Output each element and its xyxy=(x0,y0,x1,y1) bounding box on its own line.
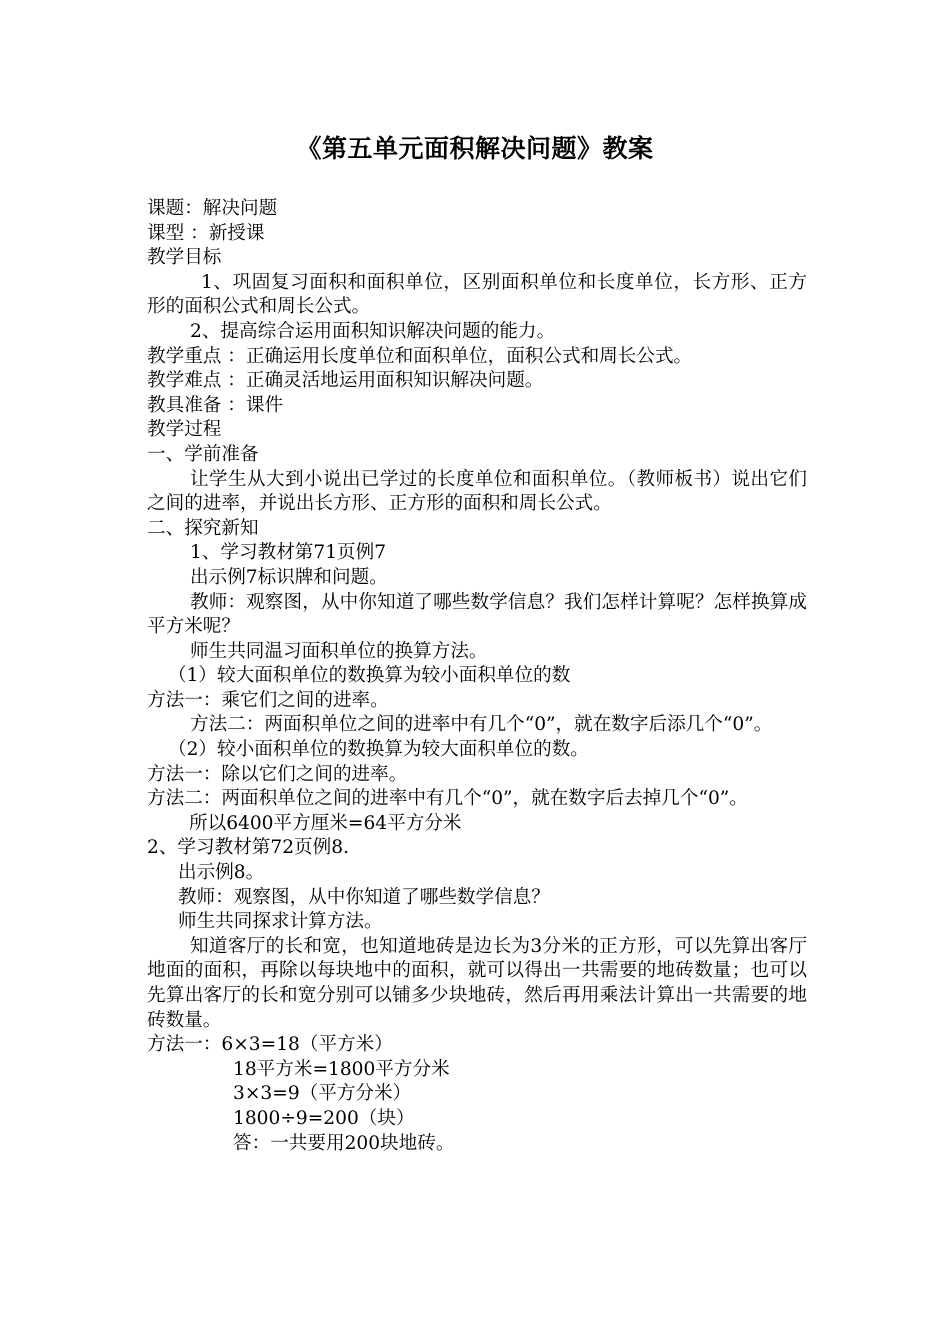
document-body xyxy=(147,197,807,1156)
paragraph: 知道客厅的长和宽，也知道地砖是边长为3分米的正方形，可以先算出客厅地面的面积，再除以每块地中的面积，就可以得出一共需要的地砖数量；也可以先算出客厅的长和宽分别可以铺多少块地砖，然后再用乘法计算出一共需要的地砖数量。 xyxy=(147,935,807,1031)
paragraph: （2）较小面积单位的数换算为较大面积单位的数。 xyxy=(168,739,589,761)
paragraph: 教师：观察图，从中你知道了哪些数学信息？ xyxy=(178,886,550,908)
paragraph: 2、提高综合运用面积知识解决问题的能力。 xyxy=(190,320,556,342)
lesson-topic: 课题：解决问题 xyxy=(147,198,278,219)
lesson-type: 课型 ：新授课 xyxy=(147,222,265,244)
teaching-aids: 教具准备 ：课件 xyxy=(147,394,284,416)
paragraph: 1、学习教材第71页例7 xyxy=(190,542,387,564)
paragraph: 方法一：乘它们之间的进率。 xyxy=(147,689,389,711)
paragraph: 师生共同温习面积单位的换算方法。 xyxy=(190,640,488,662)
section-heading: 二、探究新知 xyxy=(147,517,259,539)
paragraph: 方法二：两面积单位之间的进率中有几个“0”，就在数字后添几个“0”。 xyxy=(190,714,773,736)
section-heading: 教学目标 xyxy=(147,247,222,269)
paragraph: 所以6400平方厘米=64平方分米 xyxy=(189,812,462,834)
paragraph: 1800÷9=200（块） xyxy=(233,1107,415,1129)
key-point: 教学重点 ：正确运用长度单位和面积单位，面积公式和周长公式。 xyxy=(147,345,693,367)
paragraph: 出示例7标识牌和问题。 xyxy=(190,566,388,588)
paragraph: 答：一共要用200块地砖。 xyxy=(233,1132,455,1154)
section-heading: 教学过程 xyxy=(147,419,222,441)
paragraph: 1、巩固复习面积和面积单位，区别面积单位和长度单位，长方形、正方形的面积公式和周长公式。 xyxy=(147,271,807,318)
paragraph: 18平方米=1800平方分米 xyxy=(233,1058,450,1080)
paragraph: 出示例8。 xyxy=(178,862,265,884)
paragraph: 方法二：两面积单位之间的进率中有几个“0”，就在数字后去掉几个“0”。 xyxy=(147,788,748,810)
paragraph: （1）较大面积单位的数换算为较小面积单位的数 xyxy=(168,665,571,687)
paragraph: 3×3=9（平方分米） xyxy=(233,1083,412,1105)
paragraph: 2、学习教材第72页例8. xyxy=(147,837,349,859)
paragraph: 教师：观察图，从中你知道了哪些数学信息？我们怎样计算呢？怎样换算成平方米呢？ xyxy=(147,591,807,638)
paragraph: 师生共同探求计算方法。 xyxy=(178,911,383,933)
section-heading: 一、学前准备 xyxy=(147,443,259,465)
paragraph: 让学生从大到小说出已学过的长度单位和面积单位。（教师板书）说出它们之间的进率，并说出长方形、正方形的面积和周长公式。 xyxy=(147,468,807,515)
page-title: 《第五单元面积解决问题》教案 xyxy=(296,134,654,163)
paragraph: 方法一：除以它们之间的进率。 xyxy=(147,763,408,785)
difficult-point: 教学难点 ：正确灵活地运用面积知识解决问题。 xyxy=(147,370,544,392)
paragraph: 方法一：6×3=18（平方米） xyxy=(147,1034,393,1056)
